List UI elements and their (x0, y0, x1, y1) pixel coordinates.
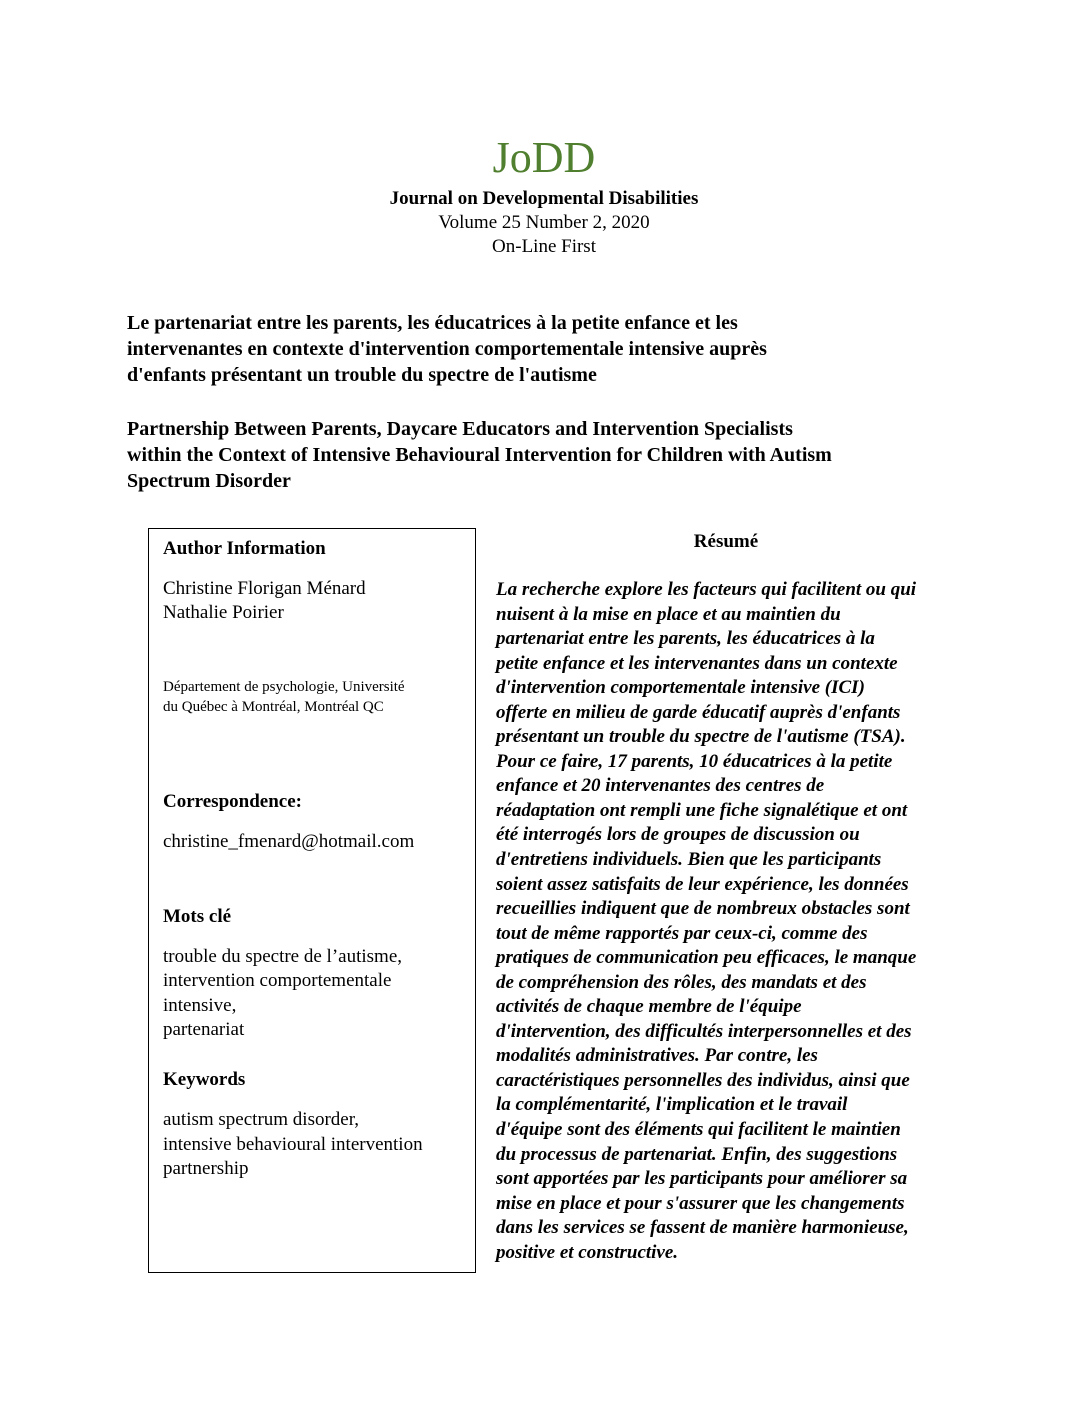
abstract-line: partenariat entre les parents, les éducatrices à la (496, 628, 875, 650)
keywords-heading: Keywords (163, 1069, 246, 1090)
title-fr-line: intervenantes en contexte d'intervention comportementale intensive auprès (127, 338, 767, 360)
abstract-line: dans les services se fassent de manière harmonieuse, (496, 1217, 909, 1239)
abstract-line: pratiques de communication peu efficaces, le manque (496, 947, 917, 969)
journal-name: Journal on Developmental Disabilities (389, 188, 699, 209)
mots-cle-item: partenariat (163, 1019, 245, 1040)
mots-cle-heading: Mots clé (163, 906, 232, 927)
author-name: Christine Florigan Ménard (163, 578, 366, 599)
abstract-line: sont apportées par les participants pour améliorer sa (496, 1168, 908, 1190)
journal-volume: Volume 25 Number 2, 2020 (438, 212, 650, 233)
abstract-line: recueillies indiquent que de nombreux obstacles sont (496, 898, 910, 920)
abstract-line: La recherche explore les facteurs qui facilitent ou qui (496, 579, 917, 600)
abstract-line: d'équipe sont des éléments qui facilitent le maintien (496, 1119, 901, 1141)
abstract-line: mise en place et pour s'assurer que les changements (496, 1192, 905, 1214)
title-french (127, 310, 987, 388)
title-en-line: Partnership Between Parents, Daycare Educators and Intervention Specialists (127, 418, 793, 440)
abstract-line: la complémentarité, l'implication et le travail (496, 1094, 848, 1116)
title-fr-line: Le partenariat entre les parents, les éducatrices à la petite enfance et les (127, 312, 738, 334)
correspondence-email: christine_fmenard@hotmail.com (163, 831, 415, 852)
author-name: Nathalie Poirier (163, 602, 284, 623)
abstract-line: activités de chaque membre de l'équipe (496, 996, 802, 1018)
abstract-line: présentant un trouble du spectre de l'autisme (TSA). (496, 726, 906, 748)
abstract-line: petite enfance et les intervenantes dans un contexte (496, 652, 898, 674)
affiliation-line: Département de psychologie, Université (163, 679, 405, 695)
abstract-line: de compréhension des rôles, des mandats et des (496, 971, 867, 993)
keyword-item: partnership (163, 1158, 249, 1179)
abstract-body (496, 578, 966, 1265)
title-en-line: within the Context of Intensive Behavioural Intervention for Children with Autism (127, 444, 832, 466)
abstract-line: été interrogés lors de groupes de discussion ou (496, 824, 860, 846)
abstract-line: d'intervention, des difficultés interpersonnelles et des (496, 1020, 912, 1042)
abstract-line: modalités administratives. Par contre, les (496, 1045, 818, 1067)
author-info-box (148, 528, 476, 1273)
abstract-line: offerte en milieu de garde éducatif auprès d'enfants (496, 701, 901, 723)
mots-cle-item: intensive, (163, 995, 237, 1016)
abstract-line: nuisent à la mise en place et au maintien du (496, 603, 841, 625)
abstract-line: d'intervention comportementale intensive (ICI) (496, 677, 865, 699)
affiliation-line: du Québec à Montréal, Montréal QC (163, 699, 384, 715)
abstract-line: enfance et 20 intervenantes des centres de (496, 775, 825, 797)
journal-logo: JoDD (492, 133, 596, 182)
author-info-heading: Author Information (163, 538, 326, 559)
abstract-line: tout de même rapportés par ceux-ci, comme des (496, 922, 868, 944)
keyword-item: autism spectrum disorder, (163, 1109, 360, 1130)
keyword-item: intensive behavioural intervention (163, 1134, 423, 1155)
mots-cle-item: trouble du spectre de l’autisme, (163, 946, 403, 967)
abstract-line: positive et constructive. (496, 1241, 679, 1263)
abstract-line: d'entretiens individuels. Bien que les participants (496, 849, 882, 871)
title-en-line: Spectrum Disorder (127, 470, 291, 492)
title-fr-line: d'enfants présentant un trouble du spectre de l'autisme (127, 364, 597, 386)
abstract-line: réadaptation ont rempli une fiche signalétique et ont (496, 799, 908, 821)
abstract-heading: Résumé (693, 531, 759, 552)
correspondence-heading: Correspondence: (163, 791, 302, 812)
abstract-line: Pour ce faire, 17 parents, 10 éducatrices à la petite (496, 750, 893, 772)
journal-status: On-Line First (492, 236, 596, 257)
title-english (127, 416, 987, 494)
abstract-line: caractéristiques personnelles des individus, ainsi que (496, 1069, 910, 1091)
abstract-line: du processus de partenariat. Enfin, des suggestions (496, 1143, 898, 1165)
abstract-line: soient assez satisfaits de leur expérience, les données (496, 873, 909, 895)
mots-cle-item: intervention comportementale (163, 970, 392, 991)
